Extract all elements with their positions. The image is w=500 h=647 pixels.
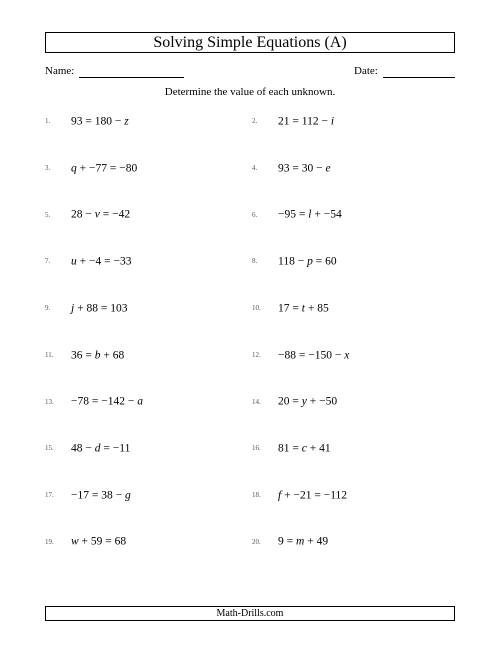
problem-equation: f + −21 = −112 [278, 488, 348, 501]
problem-item [252, 112, 334, 130]
worksheet-title: Solving Simple Equations (A) [45, 32, 455, 53]
problem-item [45, 532, 126, 550]
problem-equation: 21 = 112 − i [278, 115, 335, 128]
problem-item [252, 159, 331, 177]
problem-equation: q + −77 = −80 [71, 162, 138, 175]
problem-equation: j + 88 = 103 [71, 302, 128, 315]
problem-equation: 93 = 30 − e [278, 162, 331, 175]
problem-equation: 48 − d = −11 [71, 442, 131, 455]
problem-equation: 36 = b + 68 [71, 348, 125, 361]
problem-equation: 118 − p = 60 [278, 255, 337, 268]
problem-number: 4. [252, 164, 258, 173]
problem-equation: 9 = m + 49 [278, 535, 329, 548]
problem-item [252, 392, 337, 410]
problem-item [45, 392, 143, 410]
problem-equation: 17 = t + 85 [278, 302, 329, 315]
problem-number: 12. [252, 350, 261, 359]
problem-equation: 20 = y + −50 [278, 395, 338, 408]
problem-item [45, 112, 129, 130]
problem-item [45, 346, 124, 364]
problem-equation: −95 = l + −54 [278, 208, 342, 221]
problem-number: 14. [252, 397, 261, 406]
name-blank-line [79, 77, 184, 78]
problem-number: 16. [252, 444, 261, 453]
problem-number: 9. [45, 304, 51, 313]
problem-equation: u + −4 = −33 [71, 255, 132, 268]
date-label: Date: [354, 65, 378, 77]
problem-item [45, 159, 137, 177]
problem-equation: −17 = 38 − g [71, 488, 131, 501]
problem-number: 2. [252, 117, 258, 126]
problem-number: 1. [45, 117, 51, 126]
problem-item [252, 439, 331, 457]
problem-item [45, 439, 130, 457]
problem-item [45, 252, 132, 270]
problem-number: 6. [252, 210, 258, 219]
problem-equation: −88 = −150 − x [278, 348, 350, 361]
problem-item [45, 299, 127, 317]
problem-equation: w + 59 = 68 [71, 535, 127, 548]
problem-number: 18. [252, 490, 261, 499]
problem-equation: 28 − v = −42 [71, 208, 131, 221]
problem-number: 11. [45, 350, 54, 359]
problem-number: 15. [45, 444, 54, 453]
problem-number: 17. [45, 490, 54, 499]
problem-number: 7. [45, 257, 51, 266]
problem-number: 10. [252, 304, 261, 313]
problem-equation: 81 = c + 41 [278, 442, 331, 455]
problem-item [45, 486, 131, 504]
footer: Math-Drills.com [45, 606, 455, 621]
problem-number: 3. [45, 164, 51, 173]
problem-number: 20. [252, 537, 261, 546]
problem-number: 19. [45, 537, 54, 546]
date-blank-line [383, 77, 455, 78]
problem-number: 13. [45, 397, 54, 406]
instructions: Determine the value of each unknown. [164, 86, 336, 98]
problem-item [45, 205, 130, 223]
problem-item [252, 486, 347, 504]
problem-item [252, 252, 337, 270]
problem-number: 8. [252, 257, 258, 266]
problem-item [252, 346, 349, 364]
problem-equation: −78 = −142 − a [71, 395, 143, 408]
problem-item [252, 299, 329, 317]
problem-item [252, 532, 328, 550]
name-label: Name: [45, 65, 75, 77]
name-date-row [45, 64, 455, 80]
problem-number: 5. [45, 210, 51, 219]
problem-item [252, 205, 342, 223]
problem-equation: 93 = 180 − z [71, 115, 129, 128]
